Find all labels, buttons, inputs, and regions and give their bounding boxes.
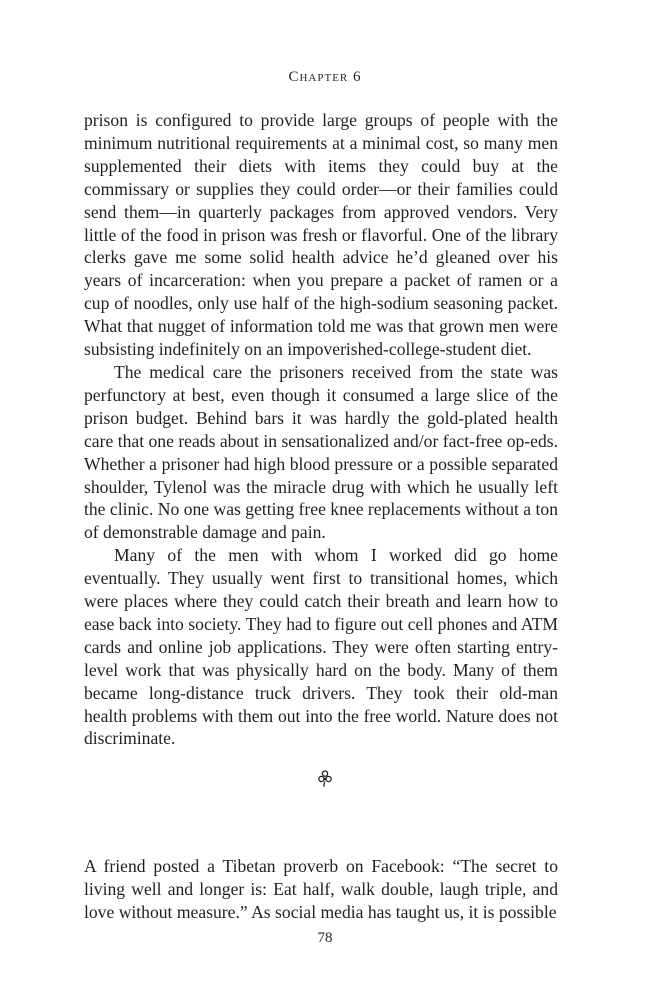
running-head: Chapter 6 bbox=[288, 69, 362, 85]
paragraph-3: Many of the men with whom I worked did go home eventually. They usually went first to transitional homes, which were places where they could catch their breath and learn how to ease back into society. They had to figure out cell phones and ATM cards and online job applications. They were often starting entry-level work that was physically hard on the body. Many of them became long-distance truck drivers. They took their old-man health problems with them out into the free world. Nature does not discriminate. bbox=[84, 545, 558, 749]
body-text-continued bbox=[84, 855, 558, 924]
paragraph-4: A friend posted a Tibetan proverb on Facebook: “The secret to living well and longer is: Eat half, walk double, laugh triple, and love without measure.” As social media has taught us, it is possible bbox=[84, 856, 558, 922]
section-break bbox=[0, 770, 650, 793]
fleuron-icon bbox=[318, 770, 332, 788]
paragraph-1: prison is configured to provide large groups of people with the minimum nutritional requirements at a minimal cost, so many men supplemented their diets with items they could buy at the commissary or supplies they could order—or their families could send them—in quarterly packages from approved vendors. Very little of the food in prison was fresh or flavorful. One of the library clerks gave me some solid health advice he’d gleaned over his years of incarceration: when you prepare a packet of ramen or a cup of noodles, only use half of the high-sodium seasoning packet. What that nugget of information told me was that grown men were subsisting indefinitely on an impoverished-college-student diet. bbox=[84, 110, 558, 360]
paragraph-2: The medical care the prisoners received from the state was perfunctory at best, even though it consumed a large slice of the prison budget. Behind bars it was hardly the gold-plated health care that one reads about in sensationalized and/or fact-free op-eds. Whether a prisoner had high blood pressure or a possible separated shoulder, Tylenol was the miracle drug with which he usually left the clinic. No one was getting free knee replacements without a ton of demonstrable damage and pain. bbox=[84, 361, 558, 543]
page-number: 78 bbox=[317, 930, 333, 946]
body-text bbox=[84, 109, 558, 750]
